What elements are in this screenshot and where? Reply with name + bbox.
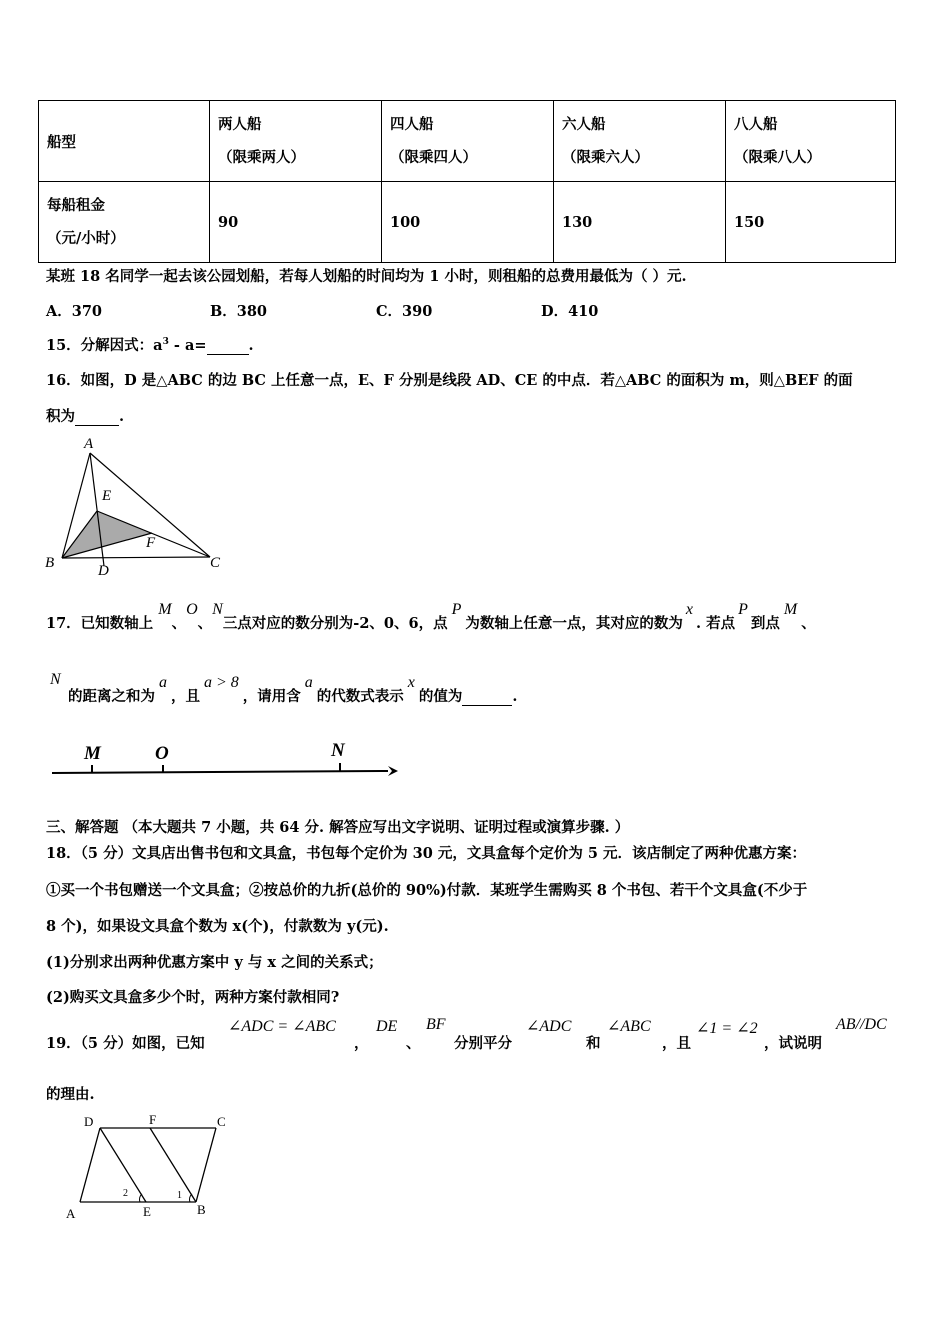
axis-label-o: O: [155, 743, 169, 764]
rent-label: 每船租金: [47, 197, 105, 214]
math-angle-abc: ∠ABC: [607, 1018, 651, 1035]
label-f: F: [146, 535, 156, 551]
var-a: a: [304, 674, 313, 691]
label-b: B: [45, 555, 55, 571]
label-e: E: [143, 1204, 151, 1219]
table-cell: [210, 101, 382, 182]
q16-prefix: 积为: [46, 408, 75, 425]
q17-text: 的值为: [418, 688, 463, 705]
q17-text: 为数轴上任意一点，其对应的数为: [465, 615, 683, 632]
question-16-line1: 16．如图，D 是△ABC 的边 BC 上任意一点，E、F 分别是线段 AD、CE 的中点．若△ABC 的面积为 m，则△BEF 的面: [46, 372, 853, 389]
table-cell: [382, 101, 554, 182]
q17-text: 的距离之和为: [68, 688, 155, 705]
q17-text: ，且: [171, 688, 200, 705]
angle-1-label: 1: [177, 1190, 182, 1201]
label-b: B: [197, 1202, 206, 1217]
q14-option-b: B．380: [210, 303, 268, 320]
label-e: E: [102, 488, 112, 504]
table-row: [39, 182, 896, 263]
parallelogram-figure-q19: [60, 1110, 240, 1225]
q16-end: .: [119, 408, 125, 425]
q15-suffix: - a=: [168, 337, 207, 354]
table-cell: [726, 101, 896, 182]
var-n: N: [212, 601, 223, 618]
table-header-cell: 船型: [39, 101, 210, 182]
table-cell: 90: [210, 182, 382, 263]
q14-option-a: A．370: [46, 303, 103, 320]
answer-blank: [207, 337, 249, 355]
boat-limit: （限乘四人）: [390, 149, 477, 166]
table-row: [39, 101, 896, 182]
axis-label-n: N: [331, 740, 345, 761]
label-a: A: [84, 436, 94, 452]
triangle-figure-q16: [40, 435, 230, 575]
var-p: P: [738, 601, 748, 618]
question-15: [46, 334, 254, 355]
math-angle1-eq-angle2: ∠1 = ∠2: [696, 1020, 758, 1037]
boat-name: 六人船: [562, 116, 606, 133]
table-cell: 130: [554, 182, 726, 263]
math-ab-parallel-dc: AB//DC: [836, 1016, 887, 1033]
label-a: A: [66, 1206, 76, 1221]
question-18-line2: ①买一个书包赠送一个文具盒；②按总价的九折(总价的 90%)付款．某班学生需购买 8 个书包、若干个文具盒(不少于: [46, 882, 808, 899]
q19-text: 分别平分: [454, 1035, 512, 1052]
label-c: C: [217, 1114, 226, 1129]
boat-limit: （限乘两人）: [218, 149, 305, 166]
boat-limit: （限乘六人）: [562, 149, 649, 166]
table-cell: [39, 182, 210, 263]
boat-name: 八人船: [734, 116, 778, 133]
separator: ，: [354, 1035, 369, 1052]
separator: 、: [197, 615, 213, 632]
q15-end: .: [248, 337, 254, 354]
rent-unit: （元/小时）: [47, 230, 125, 247]
q19-text: ，且: [662, 1035, 691, 1052]
var-m: M: [158, 601, 172, 618]
q17-text: ，请用含: [242, 688, 301, 705]
condition-a-gt-8: a > 8: [204, 674, 239, 691]
shaded-triangle-bef: [62, 511, 152, 558]
var-n: N: [50, 671, 61, 688]
var-x: x: [407, 674, 415, 691]
separator: 、: [801, 615, 816, 632]
q17-end: .: [512, 688, 518, 705]
label-d: D: [98, 563, 109, 575]
axis-label-m: M: [84, 743, 101, 764]
section-3-title: 三、解答题 （本大题共 7 小题，共 64 分. 解答应写出文字说明、证明过程或演算步骤. ）: [46, 819, 630, 836]
question-14-text: 某班 18 名同学一起去该公园划船，若每人划船的时间均为 1 小时，则租船的总费用最低为（ ）元.: [46, 268, 687, 285]
separator: 、: [171, 615, 187, 632]
table-cell: 150: [726, 182, 896, 263]
angle-2-label: 2: [123, 1188, 128, 1199]
q15-exponent: 3: [162, 337, 169, 348]
q17-text: . 若点: [696, 615, 736, 632]
label-f: F: [149, 1112, 157, 1127]
question-16-line2: [46, 405, 124, 426]
q15-prefix: 15．分解因式：a: [46, 337, 163, 354]
q19-text: ，试说明: [764, 1035, 822, 1052]
boat-name: 两人船: [218, 116, 262, 133]
separator: 、: [406, 1035, 421, 1052]
q14-option-c: C．390: [376, 303, 433, 320]
q17-text: 的代数式表示: [316, 688, 404, 705]
question-18-line3: 8 个)，如果设文具盒个数为 x(个)，付款数为 y(元).: [46, 918, 389, 935]
math-angle-adc: ∠ADC: [526, 1018, 572, 1035]
question-17-line1: [46, 601, 816, 633]
answer-blank: [462, 688, 512, 706]
q19-text: 和: [586, 1035, 601, 1052]
number-line-figure: [48, 735, 398, 785]
table-cell: 100: [382, 182, 554, 263]
math-angle-equal: ∠ADC = ∠ABC: [228, 1018, 336, 1035]
var-p: P: [451, 601, 462, 618]
var-x: x: [685, 601, 693, 618]
boat-name: 四人船: [390, 116, 434, 133]
table-cell: [554, 101, 726, 182]
boat-rental-table: [38, 100, 896, 263]
var-m: M: [783, 601, 798, 618]
q17-text: 到点: [750, 615, 780, 632]
boat-limit: （限乘八人）: [734, 149, 821, 166]
answer-blank: [75, 408, 119, 426]
math-bf: BF: [426, 1016, 446, 1033]
question-18-line1: 18．（5 分）文具店出售书包和文具盒，书包每个定价为 30 元，文具盒每个定价为 5 元．该店制定了两种优惠方案：: [46, 845, 807, 862]
var-o: O: [186, 601, 198, 618]
question-18-part2: (2)购买文具盒多少个时，两种方案付款相同?: [46, 989, 340, 1006]
q17-text: 17．已知数轴上: [46, 615, 154, 632]
question-17-line2: [46, 671, 518, 706]
q19-text: 19．（5 分）如图，已知: [46, 1035, 205, 1052]
q17-text: 三点对应的数分别为-2、0、6，点: [222, 615, 448, 632]
var-a: a: [159, 674, 167, 691]
question-18-part1: (1)分别求出两种优惠方案中 y 与 x 之间的关系式；: [46, 954, 383, 971]
question-19-line2: 的理由.: [46, 1086, 95, 1103]
math-de: DE: [376, 1018, 398, 1035]
label-d: D: [84, 1114, 94, 1129]
question-19-line1: [46, 1016, 887, 1053]
q14-option-d: D．410: [541, 303, 599, 320]
label-c: C: [210, 555, 221, 571]
